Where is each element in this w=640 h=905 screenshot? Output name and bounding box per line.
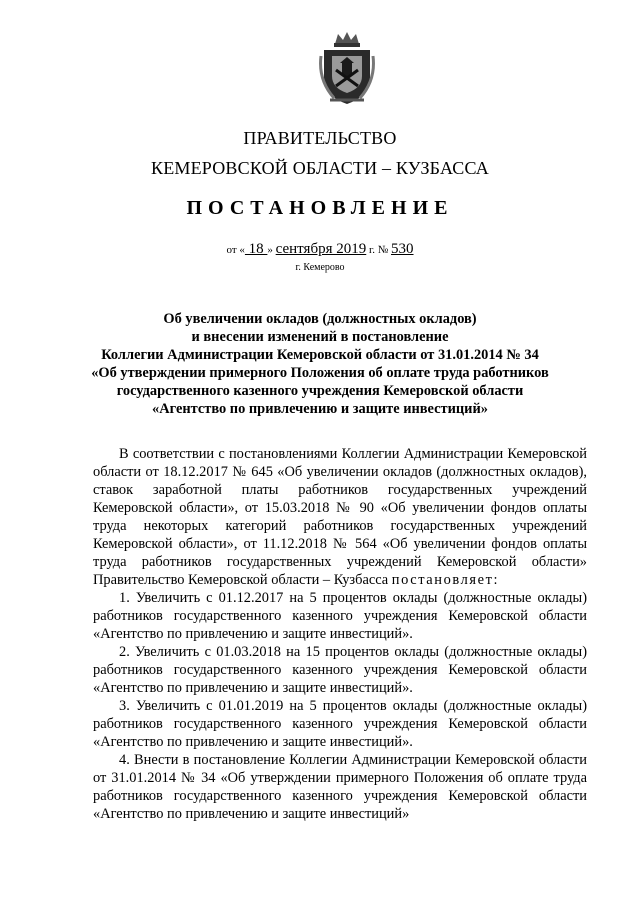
title-line: Коллегии Администрации Кемеровской области от 31.01.2014 № 34 bbox=[101, 347, 539, 363]
list-item: 1. Увеличить с 01.12.2017 на 5 процентов оклады (должностные оклады) работников государственного казенного учреждения Кемеровской области «Агентство по привлечению и защите инвестиций». bbox=[93, 590, 587, 642]
document-number: 530 bbox=[391, 241, 414, 257]
date-month-year: сентября 2019 bbox=[275, 241, 367, 257]
document-title bbox=[70, 310, 570, 418]
preamble-text: В соответствии с постановлениями Коллегии Администрации Кемеровской области от 18.12.2017 № 645 «Об увеличении окладов (должностных окладов), ставок заработной платы работников государственных учреждений Кемеровской области», от 15.03.2018 № 90 «Об увеличении фондов оплаты труда некоторых категорий работников государственных учреждений Кемеровской области», от 11.12.2018 № 564 «Об увеличении фондов оплаты труда работников государственных учреждений Кемеровской области» Правительство Кемеровской области – Кузбасса bbox=[93, 446, 587, 588]
preamble-paragraph bbox=[93, 445, 587, 589]
region-title: КЕМЕРОВСКОЙ ОБЛАСТИ – КУЗБАССА bbox=[151, 158, 489, 178]
date-mid: » bbox=[267, 244, 276, 256]
document-type: ПОСТАНОВЛЕНИЕ bbox=[186, 197, 454, 219]
date-day: 18 bbox=[244, 241, 268, 257]
coat-of-arms-icon bbox=[318, 30, 376, 106]
year-suffix: г. № bbox=[366, 244, 392, 256]
title-line: государственного казенного учреждения Кемеровской области bbox=[116, 383, 524, 399]
title-line: «Агентство по привлечению и защите инвестиций» bbox=[152, 401, 488, 417]
government-title: ПРАВИТЕЛЬСТВО bbox=[243, 128, 397, 148]
date-number-line bbox=[0, 241, 640, 258]
date-prefix: от « bbox=[226, 244, 245, 256]
title-line: Об увеличении окладов (должностных окладов) bbox=[163, 311, 477, 327]
decides-word: постановляет: bbox=[391, 572, 500, 588]
document-body bbox=[93, 445, 587, 823]
city: г. Кемерово bbox=[295, 262, 345, 273]
list-item: 3. Увеличить с 01.01.2019 на 5 процентов оклады (должностные оклады) работников государственного казенного учреждения Кемеровской области «Агентство по привлечению и защите инвестиций». bbox=[93, 698, 587, 750]
title-line: и внесении изменений в постановление bbox=[191, 329, 449, 345]
title-line: «Об утверждении примерного Положения об оплате труда работников bbox=[91, 365, 549, 381]
list-item: 4. Внести в постановление Коллегии Администрации Кемеровской области от 31.01.2014 № 34 «Об утверждении примерного Положения об оплате труда работников государственного казенного учреждения Кемеровской области «Агентство по привлечению и защите инвестиций» bbox=[93, 752, 587, 822]
list-item: 2. Увеличить с 01.03.2018 на 15 процентов оклады (должностные оклады) работников государственного казенного учреждения Кемеровской области «Агентство по привлечению и защите инвестиций». bbox=[93, 644, 587, 696]
